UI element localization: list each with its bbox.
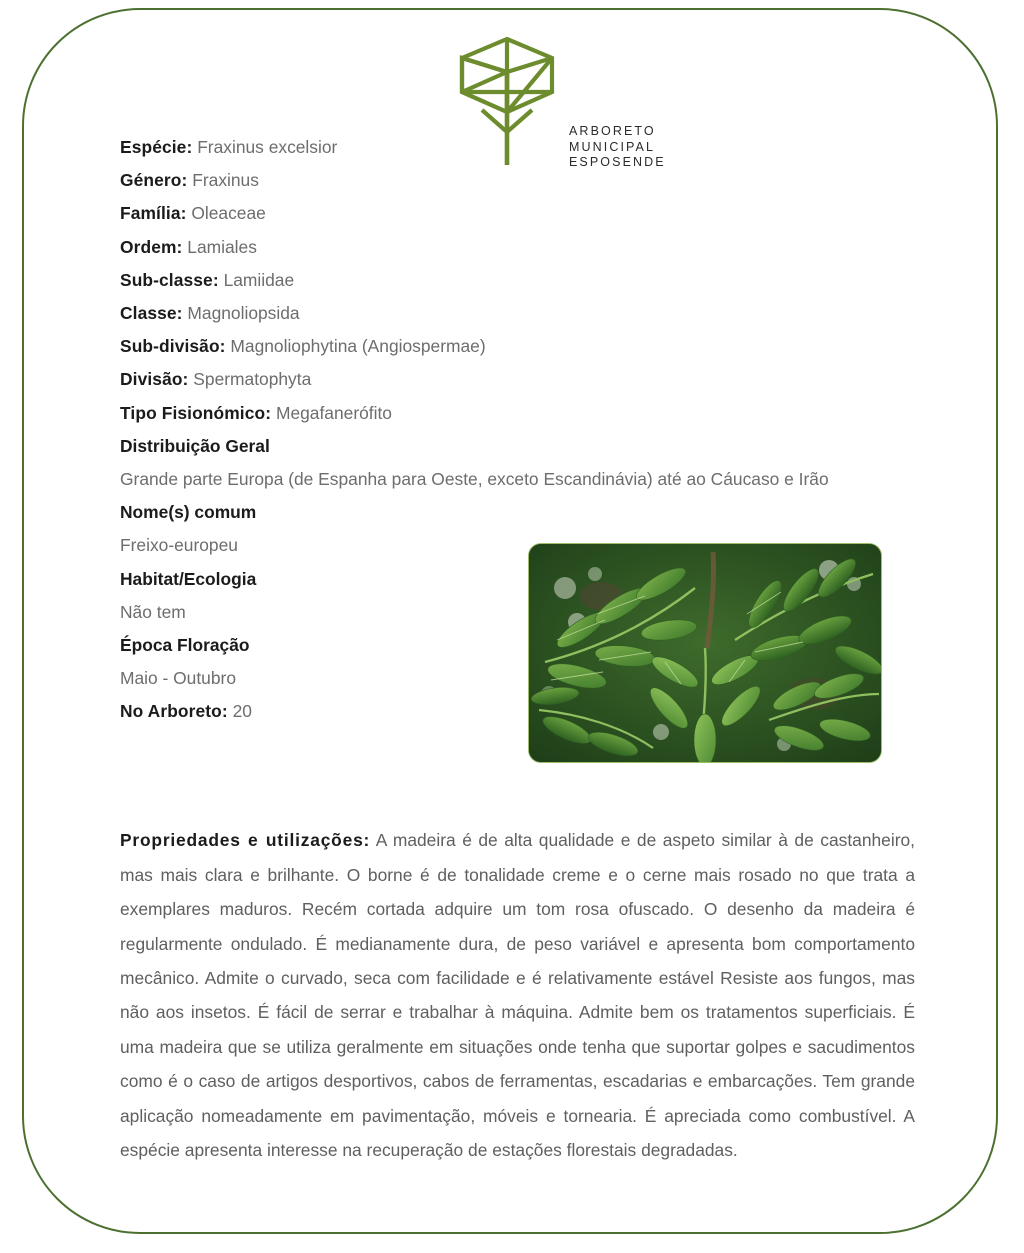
- field-no-arboreto: [120, 695, 510, 728]
- field-especie: [120, 131, 920, 164]
- logo-line-1: ARBORETO: [569, 124, 656, 138]
- field-especie-value: Fraxinus excelsior: [197, 137, 338, 157]
- field-especie-label: Espécie:: [120, 137, 193, 157]
- section-floracao-value: Maio - Outubro: [120, 668, 236, 689]
- field-sub-classe-label: Sub-classe:: [120, 269, 219, 290]
- section-floracao-label: Época Floração: [120, 635, 250, 656]
- field-genero-label: Género:: [120, 170, 188, 191]
- properties-text: A madeira é de alta qualidade e de aspeto similar à de castanheiro, mas mais clara e brilhante. O borne é de tonalidade creme e o cerne mais rosado no que trata a exemplares maduros. Recém cortada adquire um tom rosa ofuscado. O desenho da madeira é regularmente ondulado. É medianamente dura, de peso variável e apresenta bom comportamento mecânico. Admite o curvado, seca com facilidade e é relativamente estável Resiste aos fungos, mas não aos insetos. É fácil de serrar e trabalhar à máquina. Admite bem os tratamentos superficiais. É uma madeira que se utiliza geralmente em situações onde tenha que suportar golpes e sacudimentos como é o caso de artigos desportivos, cabos de ferramentas, escadarias e embarcações. Tem grande aplicação nomeadamente em pavimentação, móveis e tornearia. É apreciada como combustível. A espécie apresenta interesse na recuperação de estações florestais degradadas.: [120, 830, 915, 1161]
- logo-line-3: ESPOSENDE: [569, 155, 666, 169]
- logo-line-2: MUNICIPAL: [569, 139, 656, 154]
- field-divisao-label: Divisão:: [120, 369, 189, 390]
- field-no-arboreto-label: No Arboreto:: [120, 701, 228, 722]
- leaf-photo-illustration: [529, 544, 881, 762]
- field-divisao: [120, 363, 920, 396]
- field-sub-classe: [120, 264, 920, 297]
- properties-paragraph: [120, 823, 915, 1167]
- section-distribuicao-value: Grande parte Europa (de Espanha para Oeste, exceto Escandinávia) até ao Cáucaso e Irão: [120, 469, 829, 490]
- section-nome-comum-value: Freixo-europeu: [120, 535, 238, 556]
- properties-label: Propriedades e utilizações:: [120, 830, 371, 851]
- field-classe: [120, 297, 920, 330]
- field-tipo-fisionomico: [120, 397, 920, 430]
- field-genero-value: Fraxinus: [192, 170, 259, 191]
- field-sub-classe-value: Lamiidae: [223, 269, 295, 290]
- field-classe-value: Magnoliopsida: [187, 303, 300, 324]
- field-tipo-fisionomico-label: Tipo Fisionómico:: [120, 402, 272, 423]
- species-photo: [528, 543, 882, 763]
- field-sub-divisao-label: Sub-divisão:: [120, 336, 226, 357]
- section-nome-comum-label: Nome(s) comum: [120, 502, 257, 523]
- field-familia: [120, 197, 920, 230]
- field-ordem-value: Lamiales: [187, 236, 257, 257]
- field-sub-divisao: [120, 330, 920, 363]
- field-familia-label: Família:: [120, 203, 187, 224]
- field-tipo-fisionomico-value: Megafanerófito: [275, 402, 392, 423]
- field-sub-divisao-value: Magnoliophytina (Angiospermae): [230, 336, 486, 357]
- field-ordem-label: Ordem:: [120, 236, 183, 257]
- field-classe-label: Classe:: [120, 303, 183, 324]
- section-distribuicao-label: Distribuição Geral: [120, 435, 270, 456]
- field-genero: [120, 164, 920, 197]
- field-no-arboreto-value: 20: [232, 701, 252, 722]
- section-habitat-label: Habitat/Ecologia: [120, 568, 257, 589]
- field-divisao-value: Spermatophyta: [193, 369, 312, 390]
- field-familia-value: Oleaceae: [191, 203, 266, 224]
- field-ordem: [120, 231, 920, 264]
- section-habitat-value: Não tem: [120, 601, 186, 622]
